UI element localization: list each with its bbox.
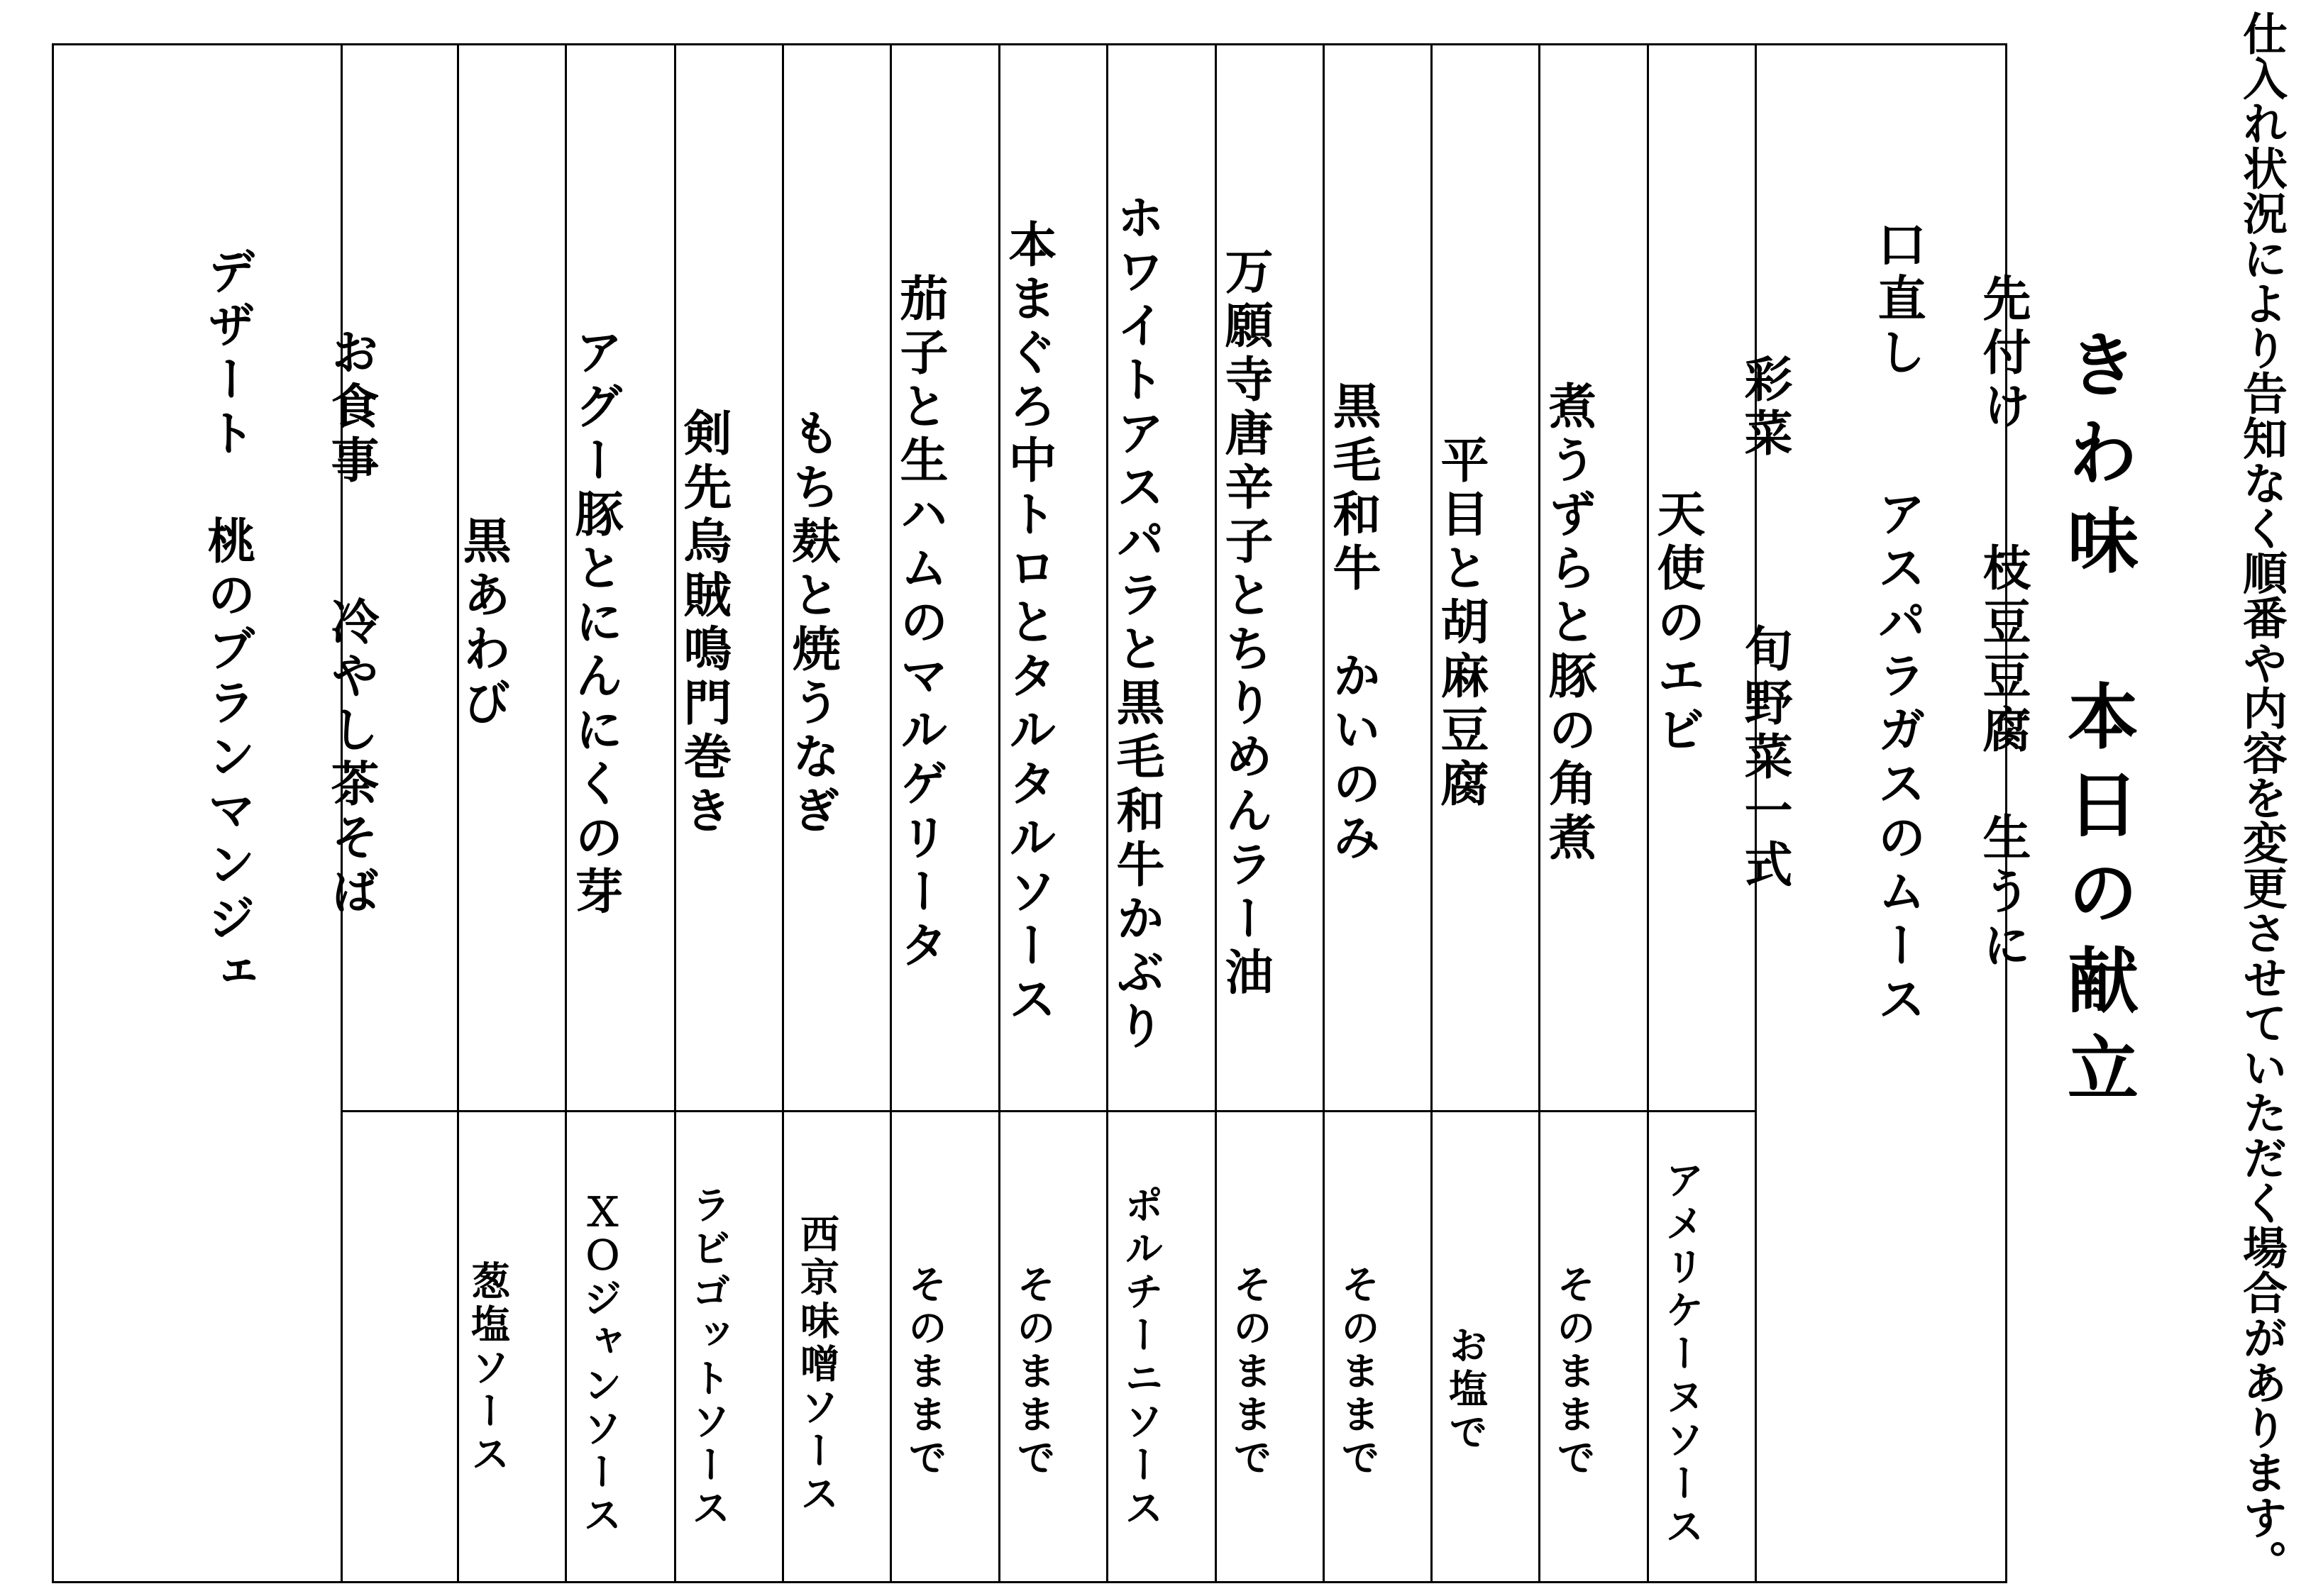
notice-text: 仕入れ状況により告知なく順番や内容を変更させていただく場合があります。 [2236, 10, 2288, 1585]
course-uzura: 煮うずらと豚の角煮 [1540, 381, 1596, 866]
course-ika: 剣先烏賊鳴門巻き [675, 408, 732, 839]
menu-title: きわ味 本日の献立 [2056, 328, 2139, 1119]
sauce-wagyu: そのままで [1335, 1263, 1380, 1480]
sauce-ebi: アメリケーヌソース [1659, 1159, 1704, 1549]
course-awabi: 黒あわび [455, 516, 511, 731]
course-saisai: 彩菜 旬野菜一式 [1736, 354, 1792, 893]
course-dessert: デザート 桃のブランマンジェ [199, 246, 255, 1001]
course-nasu: 茄子と生ハムのマルゲリータ [892, 273, 948, 974]
course-unagi: もち麸と焼うなぎ [784, 408, 840, 839]
sauce-hirame: お塩で [1442, 1324, 1488, 1455]
sauce-unagi: 西京味噌ソース [794, 1213, 839, 1517]
sauce-asparagus: ポルチーニソース [1118, 1185, 1164, 1531]
sauce-uzura: そのままで [1550, 1263, 1596, 1480]
course-sakizuke: 先付け 枝豆豆腐 生うに [1975, 273, 2031, 974]
sauce-ika: ラビゴットソース [685, 1185, 731, 1531]
sauce-agu: ＸＯジャンソース [577, 1192, 622, 1538]
sauce-nasu: そのままで [902, 1263, 947, 1480]
sauce-maguro: そのままで [1010, 1263, 1056, 1480]
course-agu: アグー豚とにんにくの芽 [567, 327, 623, 920]
course-hirame: 平目と胡麻豆腐 [1433, 435, 1489, 812]
sauce-manganji: そのままで [1227, 1263, 1272, 1480]
course-shokuji: お食事 冷やし茶そば [323, 327, 379, 920]
sauce-awabi: 葱塩ソース [465, 1260, 510, 1477]
course-manganji: 万願寺唐辛子とちりめんラー油 [1217, 246, 1273, 1001]
course-kuchinaoshi: 口直し アスパラガスのムース [1870, 219, 1926, 1028]
course-wagyu: 黒毛和牛 かいのみ [1325, 381, 1381, 866]
course-maguro: 本まぐろ中トロとタルタルソース [1000, 219, 1057, 1028]
course-asparagus: ホワイトアスパラと黒毛和牛かぶり [1108, 192, 1164, 1055]
course-ebi: 天使のエビ [1649, 489, 1705, 758]
menu-table [52, 43, 2031, 1583]
